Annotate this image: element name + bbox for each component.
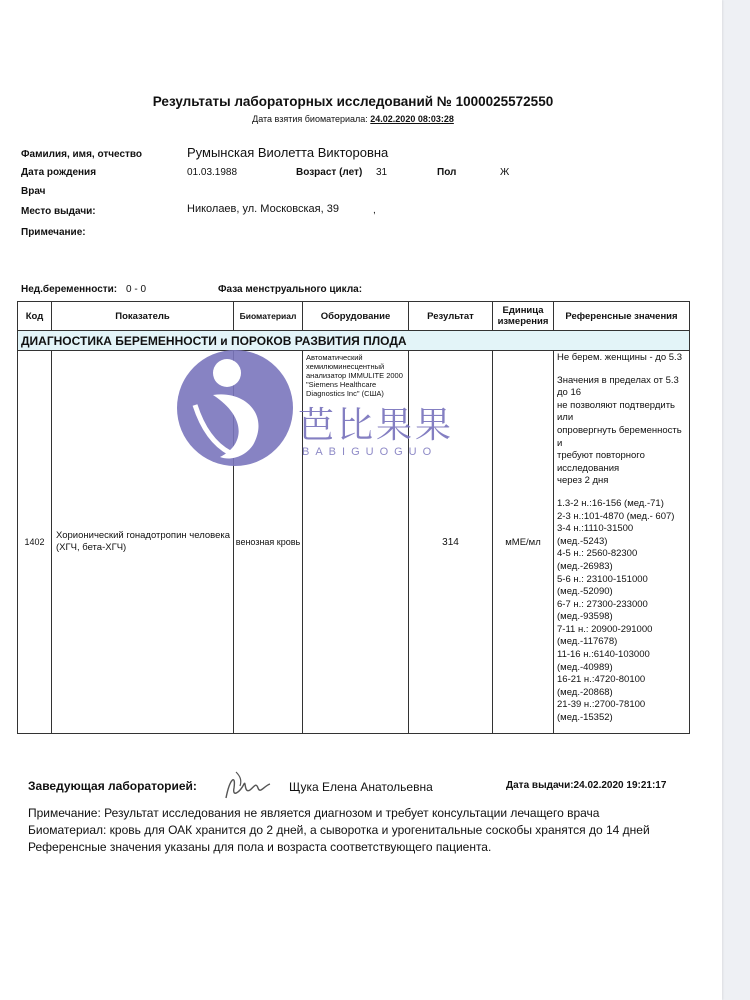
- reference-line: 1.3-2 н.:16-156 (мед.-71): [557, 497, 664, 509]
- reference-line: требуют повторного: [557, 450, 645, 462]
- reference-line: исследования: [557, 462, 620, 474]
- place-value: Николаев, ул. Московская, 39: [187, 203, 339, 215]
- reference-line: (мед.-26983): [557, 560, 613, 572]
- reference-line: (мед.-117678): [557, 636, 618, 648]
- sample-date-line: [0, 114, 706, 124]
- header-indicator: Показатель: [52, 302, 234, 331]
- dob-value: 01.03.1988: [187, 167, 238, 178]
- patient-name-label: Фамилия, имя, отчество: [21, 149, 143, 160]
- reference-line: (мед.-15352): [557, 712, 613, 724]
- row-indicator: Хорионический гонадотропин человека (ХГЧ, бета-ХГЧ): [52, 351, 234, 734]
- reference-line: 4-5 н.: 2560-82300: [557, 548, 638, 560]
- header-unit: Единица измерения: [493, 302, 554, 331]
- row-biomaterial: венозная кровь: [234, 351, 303, 734]
- reference-line: до 16: [557, 387, 582, 399]
- header-biomaterial: Биоматериал: [234, 302, 303, 331]
- header-reference: Референсные значения: [554, 302, 690, 331]
- reference-gap: [557, 488, 686, 498]
- row-result: 314: [409, 351, 493, 734]
- lab-head-label: Заведующая лабораторией:: [28, 779, 197, 793]
- watermark-text: 芭比果果: [298, 405, 455, 446]
- place-label: Место выдачи:: [21, 206, 96, 217]
- reference-line: через 2 дня: [557, 475, 609, 487]
- row-equipment: Автоматический хемилюминесцентный анализатор IMMULITE 2000 "Siemens Healthcare Diagnostics Inc" (США): [303, 351, 409, 734]
- reference-line: не позволяют подтвердить: [557, 399, 676, 411]
- reference-line: (мед.-5243): [557, 535, 608, 547]
- row-unit: мМЕ/мл: [493, 351, 554, 734]
- reference-line: (мед.-93598): [557, 611, 613, 623]
- signature-icon: [220, 768, 280, 804]
- header-result: Результат: [409, 302, 493, 331]
- pregnancy-weeks-value: 0 - 0: [126, 284, 147, 295]
- reference-line: 3-4 н.:1110-31500: [557, 523, 634, 535]
- reference-line: 16-21 н.:4720-80100: [557, 674, 646, 686]
- reference-line: 2-3 н.:101-4870 (мед.- 607): [557, 510, 675, 522]
- sex-label: Пол: [437, 167, 457, 178]
- lab-head-name: Щука Елена Анатольевна: [289, 780, 433, 794]
- reference-line: опровергнуть беременность: [557, 424, 682, 436]
- reference-line: (мед.-40989): [557, 661, 613, 673]
- header-code: Код: [18, 302, 52, 331]
- table-header-row: [18, 302, 690, 331]
- pregnancy-weeks-label: Нед.беременности:: [21, 284, 118, 295]
- doctor-label: Врач: [21, 186, 46, 197]
- issue-date: Дата выдачи:24.02.2020 19:21:17: [506, 780, 667, 791]
- row-code: 1402: [18, 351, 52, 734]
- footer-note-3: Референсные значения указаны для пола и возраста соответствующего пациента.: [28, 840, 492, 854]
- reference-line: Не берем. женщины - до 5.3: [557, 352, 682, 363]
- reference-line: 21-39 н.:2700-78100: [557, 699, 646, 711]
- age-value: 31: [376, 167, 388, 178]
- dob-label: Дата рождения: [21, 167, 97, 178]
- header-equipment: Оборудование: [303, 302, 409, 331]
- reference-line: (мед.-52090): [557, 586, 613, 598]
- cycle-phase-label: Фаза менструального цикла:: [218, 284, 363, 295]
- reference-line: Значения в пределах от 5.3: [557, 374, 679, 386]
- reference-line: 5-6 н.: 23100-151000: [557, 573, 648, 585]
- footer-note-2: Биоматериал: кровь для ОАК хранится до 2 дней, а сыворотка и урогенитальные соскобы хранятся до 14 дней: [28, 823, 650, 837]
- row-reference: [554, 351, 690, 734]
- reference-line: (мед.-20868): [557, 686, 613, 698]
- footer-note-1: Примечание: Результат исследования не является диагнозом и требует консультации лечащего врача: [28, 806, 600, 820]
- reference-line: или: [557, 412, 574, 424]
- sex-value: Ж: [500, 167, 510, 178]
- patient-name: Румынская Виолетта Викторовна: [187, 145, 389, 160]
- report-title: Результаты лабораторных исследований № 1000025572550: [152, 94, 554, 109]
- reference-gap: [557, 365, 686, 375]
- place-suffix: ,: [373, 205, 376, 216]
- sample-date-label: Дата взятия биоматериала:: [252, 114, 368, 124]
- reference-line: и: [557, 437, 563, 449]
- note-label: Примечание:: [21, 227, 86, 238]
- age-label: Возраст (лет): [296, 167, 363, 178]
- reference-line: 11-16 н.:6140-103000: [557, 649, 650, 661]
- reference-line: 7-11 н.: 20900-291000: [557, 623, 653, 635]
- section-title: ДИАГНОСТИКА БЕРЕМЕННОСТИ и ПОРОКОВ РАЗВИТИЯ ПЛОДА: [18, 331, 690, 351]
- reference-lines: [557, 352, 686, 725]
- reference-line: 6-7 н.: 27300-233000: [557, 598, 648, 610]
- sample-date-value: 24.02.2020 08:03:28: [370, 114, 454, 124]
- watermark-subtext: BABIGUOGUO: [302, 446, 438, 458]
